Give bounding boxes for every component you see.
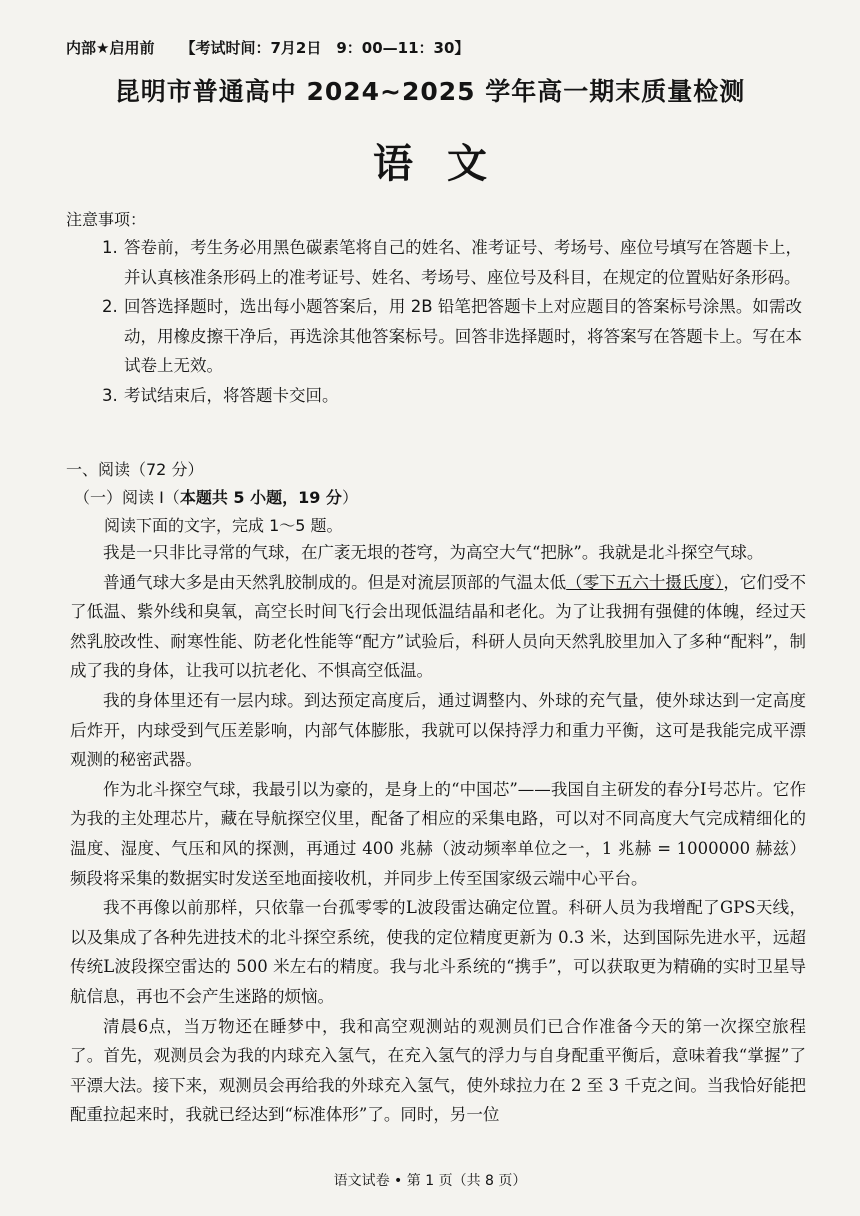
passage-text: ，它们受不了低温、紫外线和臭氧，高空长时间飞行会出现低温结晶和老化。为了让我拥有强健的体魄，经过天然乳胶改性、耐寒性能、防老化性能等“配方”试验后，科研人员向天然乳胶里加入了多种“配料”，制成了我的身体，让我可以抗老化、不惧高空低温。 <box>70 572 807 681</box>
section-heading: 一、阅读（72 分） <box>66 460 204 479</box>
passage-paragraph: 我是一只非比寻常的气球，在广袤无垠的苍穹，为高空大气“把脉”。我就是北斗探空气球。 <box>103 543 764 562</box>
part-prefix: （一）阅读 I（ <box>74 488 180 507</box>
page-footer: 语文试卷 • 第 1 页（共 8 页） <box>333 1173 527 1189</box>
subject-title: 语文 <box>373 141 521 187</box>
exam-time: 【考试时间：7月2日 9：00—11：30】 <box>180 39 470 57</box>
notice-text: 答卷前，考生务必用黑色碳素笔将自己的姓名、准考证号、考场号、座位号填写在答题卡上，并认真核准条形码上的准考证号、姓名、考场号、座位号及科目，在规定的位置贴好条形码。 <box>124 238 802 287</box>
notice-item <box>102 292 802 381</box>
notice-number: 2. <box>102 297 118 316</box>
notice-list <box>102 233 802 410</box>
reading-passage <box>70 538 806 1130</box>
passage-paragraph: 我的身体里还有一层内球。到达预定高度后，通过调整内、外球的充气量，使外球达到一定高度后炸开，内球受到气压差影响，内部气体膨胀，我就可以保持浮力和重力平衡，这可是我能完成平漂观测的秘密武器。 <box>70 690 806 770</box>
notice-text: 考试结束后，将答题卡交回。 <box>124 385 339 405</box>
underlined-text: （零下五六十摄氏度） <box>566 572 724 592</box>
header-line <box>66 37 495 58</box>
reading-instruction: 阅读下面的文字，完成 1～5 题。 <box>104 516 343 535</box>
passage-paragraph: 我不再像以前那样，只依靠一台孤零零的L波段雷达确定位置。科研人员为我增配了GPS天线，以及集成了各种先进技术的北斗探空系统，使我的定位精度更新为 0.3 米，达到国际先进水平，远超传统L波段探空雷达的 500 米左右的精度。我与北斗系统的“携手”，可以获取更为精确的实时卫星导航信息，再也不会产生迷路的烦恼。 <box>70 898 806 1006</box>
confidential-label: 内部★启用前 <box>66 39 155 57</box>
notice-item <box>102 381 802 411</box>
notice-number: 1. <box>102 238 118 257</box>
part-heading <box>74 485 358 508</box>
notice-heading: 注意事项： <box>66 210 147 229</box>
notice-item <box>102 233 802 292</box>
part-score: 本题共 5 小题，19 分 <box>179 488 342 507</box>
exam-title: 昆明市普通高中 2024~2025 学年高一期末质量检测 <box>114 77 746 106</box>
passage-text: 普通气球大多是由天然乳胶制成的。但是对流层顶部的气温太低 <box>103 572 567 592</box>
part-suffix: ） <box>341 488 358 507</box>
notice-number: 3. <box>102 385 118 405</box>
passage-paragraph <box>70 568 806 686</box>
notice-text: 回答选择题时，选出每小题答案后，用 2B 铅笔把答题卡上对应题目的答案标号涂黑。如需改动，用橡皮擦干净后，再选涂其他答案标号。回答非选择题时，将答案写在答题卡上。写在本试卷上无效。 <box>124 297 802 375</box>
passage-paragraph: 清晨6点，当万物还在睡梦中，我和高空观测站的观测员们已合作准备今天的第一次探空旅程了。首先，观测员会为我的内球充入氢气，在充入氢气的浮力与自身配重平衡后，意味着我“掌握”了平漂大法。接下来，观测员会再给我的外球充入氢气，使外球拉力在 2 至 3 千克之间。当我恰好能把配重拉起来时，我就已经达到“标准体形”了。同时，另一位 <box>70 1016 806 1125</box>
passage-paragraph: 作为北斗探空气球，我最引以为豪的，是身上的“中国芯”——我国自主研发的春分I号芯片。它作为我的主处理芯片，藏在导航探空仪里，配备了相应的采集电路，可以对不同高度大气完成精细化的温度、湿度、气压和风的探测，再通过 400 兆赫（波动频率单位之一，1 兆赫 = 1000000 赫兹）频段将采集的数据实时发送至地面接收机，并同步上传至国家级云端中心平台。 <box>70 779 806 888</box>
